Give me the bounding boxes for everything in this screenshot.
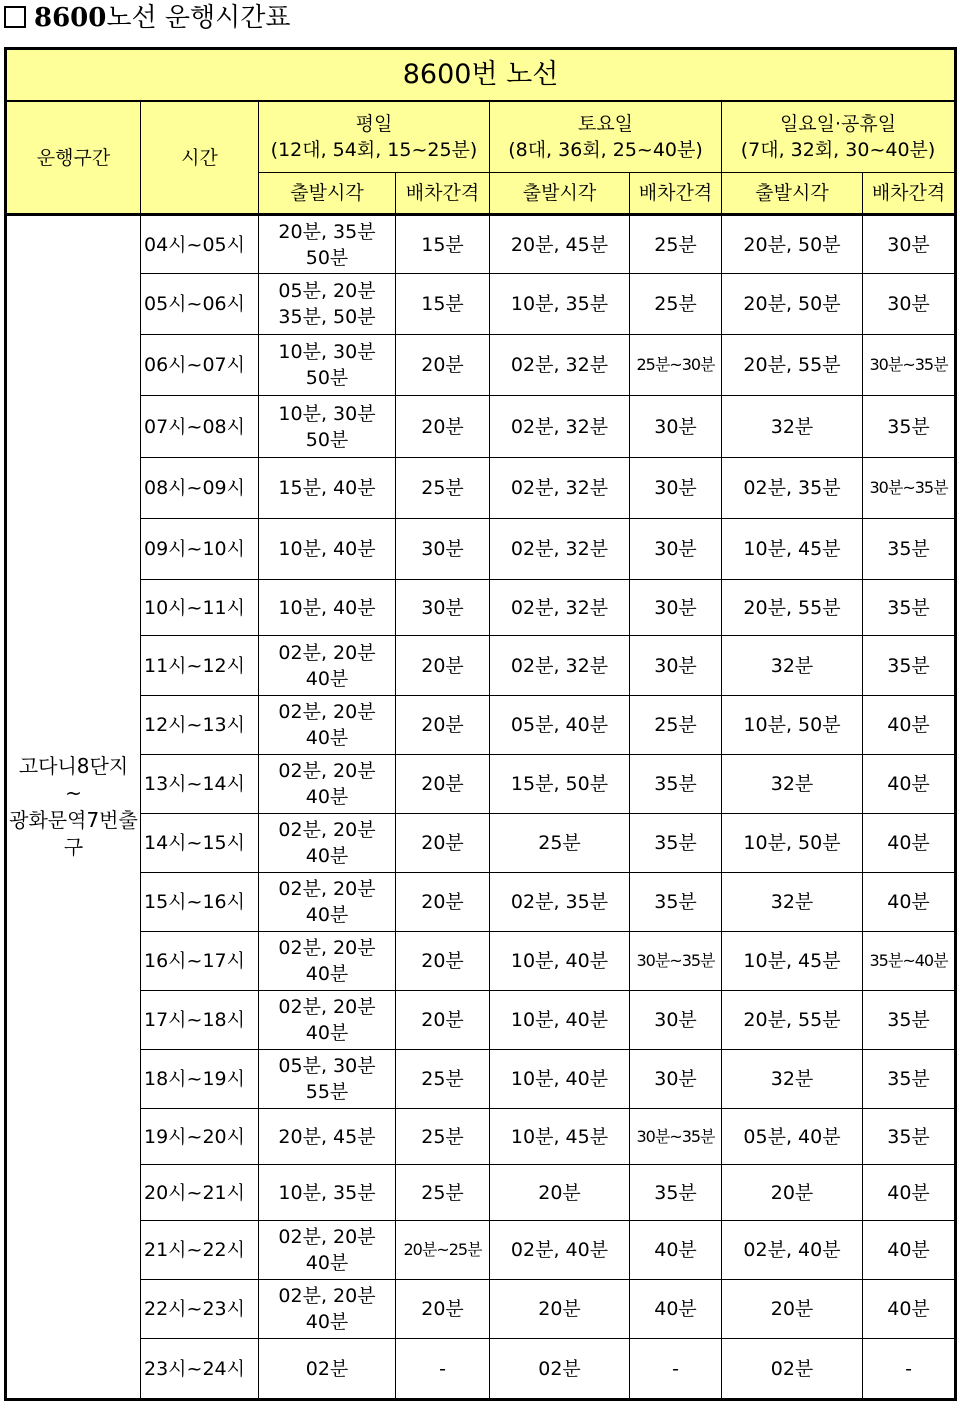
time-cell: 18시~19시: [141, 1050, 259, 1109]
saturday-interval-cell: 30분: [630, 1050, 722, 1109]
weekday-interval-cell: 20분: [396, 755, 490, 814]
weekday-interval-cell: 20분: [396, 396, 490, 458]
time-cell: 08시~09시: [141, 458, 259, 519]
weekday-depart-cell: 05분, 30분 55분: [259, 1050, 396, 1109]
saturday-interval-cell: 30분: [630, 519, 722, 580]
sunday-interval-cell: 40분: [863, 1280, 956, 1339]
weekday-interval-cell: 20분: [396, 814, 490, 873]
weekday-interval-cell: 25분: [396, 458, 490, 519]
weekday-interval-cell: 20분~25분: [396, 1221, 490, 1280]
time-cell: 10시~11시: [141, 580, 259, 636]
sunday-depart-cell: 10분, 45분: [722, 932, 863, 991]
sunday-interval-cell: 30분~35분: [863, 458, 956, 519]
table-row: [6, 636, 956, 696]
time-cell: 15시~16시: [141, 873, 259, 932]
saturday-depart-cell: 20분, 45분: [490, 215, 630, 274]
saturday-interval-cell: 30분: [630, 580, 722, 636]
weekday-depart-cell: 02분: [259, 1339, 396, 1400]
table-row: [6, 274, 956, 335]
header-time: 시간: [141, 101, 259, 215]
time-cell: 14시~15시: [141, 814, 259, 873]
saturday-interval-cell: -: [630, 1339, 722, 1400]
weekday-interval-cell: 20분: [396, 636, 490, 696]
weekday-depart-cell: 02분, 20분 40분: [259, 755, 396, 814]
timetable-body: [6, 215, 956, 1400]
saturday-depart-cell: 02분, 40분: [490, 1221, 630, 1280]
header-sunday-name: 일요일·공휴일: [779, 113, 897, 135]
sunday-interval-cell: 30분: [863, 274, 956, 335]
weekday-interval-cell: 20분: [396, 1280, 490, 1339]
table-row: [6, 215, 956, 274]
weekday-interval-cell: 30분: [396, 580, 490, 636]
sunday-depart-cell: 02분, 40분: [722, 1221, 863, 1280]
sunday-interval-cell: 40분: [863, 814, 956, 873]
saturday-depart-cell: 02분, 35분: [490, 873, 630, 932]
table-row: [6, 755, 956, 814]
table-row: [6, 1280, 956, 1339]
saturday-depart-cell: 05분, 40분: [490, 696, 630, 755]
sunday-depart-cell: 10분, 50분: [722, 814, 863, 873]
saturday-depart-cell: 15분, 50분: [490, 755, 630, 814]
weekday-depart-cell: 10분, 40분: [259, 519, 396, 580]
sunday-depart-cell: 20분, 55분: [722, 991, 863, 1050]
header-weekday-detail: (12대, 54회, 15~25분): [270, 139, 478, 161]
weekday-interval-cell: 20분: [396, 335, 490, 396]
saturday-depart-cell: 10분, 40분: [490, 1050, 630, 1109]
table-row: [6, 1050, 956, 1109]
saturday-depart-cell: 10분, 40분: [490, 932, 630, 991]
saturday-depart-cell: 02분, 32분: [490, 580, 630, 636]
sunday-depart-cell: 32분: [722, 1050, 863, 1109]
header-saturday-interval: 배차간격: [630, 173, 722, 215]
table-row: [6, 1221, 956, 1280]
saturday-interval-cell: 30분: [630, 636, 722, 696]
sunday-depart-cell: 10분, 45분: [722, 519, 863, 580]
sunday-interval-cell: 40분: [863, 755, 956, 814]
header-sunday-detail: (7대, 32회, 30~40분): [740, 139, 936, 161]
weekday-depart-cell: 20분, 45분: [259, 1109, 396, 1165]
sunday-depart-cell: 20분, 50분: [722, 215, 863, 274]
sunday-depart-cell: 10분, 50분: [722, 696, 863, 755]
saturday-interval-cell: 35분: [630, 873, 722, 932]
weekday-depart-cell: 02분, 20분 40분: [259, 1280, 396, 1339]
sunday-interval-cell: 35분: [863, 396, 956, 458]
time-cell: 22시~23시: [141, 1280, 259, 1339]
weekday-depart-cell: 05분, 20분 35분, 50분: [259, 274, 396, 335]
sunday-interval-cell: 40분: [863, 873, 956, 932]
weekday-depart-cell: 02분, 20분 40분: [259, 873, 396, 932]
weekday-depart-cell: 20분, 35분 50분: [259, 215, 396, 274]
sunday-depart-cell: 20분, 55분: [722, 335, 863, 396]
saturday-depart-cell: 20분: [490, 1165, 630, 1221]
sunday-depart-cell: 32분: [722, 636, 863, 696]
saturday-interval-cell: 30분: [630, 458, 722, 519]
saturday-interval-cell: 25분~30분: [630, 335, 722, 396]
table-row: [6, 396, 956, 458]
header-sunday-interval: 배차간격: [863, 173, 956, 215]
sunday-depart-cell: 32분: [722, 396, 863, 458]
weekday-depart-cell: 02분, 20분 40분: [259, 636, 396, 696]
header-saturday: [490, 101, 722, 173]
sunday-depart-cell: 20분: [722, 1165, 863, 1221]
header-sunday: [722, 101, 956, 173]
time-cell: 05시~06시: [141, 274, 259, 335]
saturday-depart-cell: 25분: [490, 814, 630, 873]
route-number: 8600: [34, 3, 107, 33]
saturday-interval-cell: 35분: [630, 755, 722, 814]
saturday-interval-cell: 35분: [630, 814, 722, 873]
sunday-interval-cell: 35분: [863, 519, 956, 580]
weekday-depart-cell: 10분, 35분: [259, 1165, 396, 1221]
saturday-interval-cell: 25분: [630, 215, 722, 274]
document-title: [4, 2, 290, 38]
sunday-interval-cell: -: [863, 1339, 956, 1400]
saturday-interval-cell: 30분: [630, 396, 722, 458]
sunday-interval-cell: 35분: [863, 580, 956, 636]
sunday-depart-cell: 32분: [722, 873, 863, 932]
time-cell: 20시~21시: [141, 1165, 259, 1221]
saturday-interval-cell: 35분: [630, 1165, 722, 1221]
weekday-interval-cell: 30분: [396, 519, 490, 580]
saturday-depart-cell: 02분: [490, 1339, 630, 1400]
table-row: [6, 1109, 956, 1165]
time-cell: 04시~05시: [141, 215, 259, 274]
sunday-depart-cell: 20분: [722, 1280, 863, 1339]
header-saturday-detail: (8대, 36회, 25~40분): [508, 139, 703, 161]
saturday-interval-cell: 30분~35분: [630, 1109, 722, 1165]
header-weekday-name: 평일: [355, 113, 393, 135]
weekday-interval-cell: 25분: [396, 1109, 490, 1165]
sunday-interval-cell: 30분~35분: [863, 335, 956, 396]
weekday-depart-cell: 10분, 30분 50분: [259, 396, 396, 458]
timetable: [4, 47, 957, 1401]
sunday-depart-cell: 02분: [722, 1339, 863, 1400]
saturday-interval-cell: 30분~35분: [630, 932, 722, 991]
route-title: 8600번 노선: [6, 49, 956, 102]
weekday-depart-cell: 02분, 20분 40분: [259, 814, 396, 873]
saturday-depart-cell: 02분, 32분: [490, 458, 630, 519]
sunday-interval-cell: 40분: [863, 1221, 956, 1280]
sunday-interval-cell: 35분~40분: [863, 932, 956, 991]
saturday-depart-cell: 20분: [490, 1280, 630, 1339]
time-cell: 06시~07시: [141, 335, 259, 396]
saturday-interval-cell: 30분: [630, 991, 722, 1050]
weekday-interval-cell: 20분: [396, 696, 490, 755]
weekday-interval-cell: 15분: [396, 274, 490, 335]
table-row: [6, 991, 956, 1050]
table-row: [6, 335, 956, 396]
saturday-interval-cell: 25분: [630, 274, 722, 335]
saturday-depart-cell: 02분, 32분: [490, 396, 630, 458]
weekday-depart-cell: 10분, 40분: [259, 580, 396, 636]
weekday-interval-cell: -: [396, 1339, 490, 1400]
sunday-interval-cell: 35분: [863, 1050, 956, 1109]
sunday-depart-cell: 20분, 55분: [722, 580, 863, 636]
weekday-depart-cell: 15분, 40분: [259, 458, 396, 519]
sunday-depart-cell: 05분, 40분: [722, 1109, 863, 1165]
time-cell: 17시~18시: [141, 991, 259, 1050]
sunday-interval-cell: 35분: [863, 1109, 956, 1165]
header-weekday: [259, 101, 490, 173]
table-row: [6, 873, 956, 932]
weekday-interval-cell: 25분: [396, 1050, 490, 1109]
weekday-depart-cell: 02분, 20분 40분: [259, 991, 396, 1050]
header-weekday-depart: 출발시각: [259, 173, 396, 215]
sunday-interval-cell: 30분: [863, 215, 956, 274]
table-row: [6, 1339, 956, 1400]
time-cell: 12시~13시: [141, 696, 259, 755]
time-cell: 13시~14시: [141, 755, 259, 814]
weekday-depart-cell: 02분, 20분 40분: [259, 696, 396, 755]
table-row: [6, 932, 956, 991]
saturday-depart-cell: 10분, 45분: [490, 1109, 630, 1165]
sunday-depart-cell: 20분, 50분: [722, 274, 863, 335]
time-cell: 23시~24시: [141, 1339, 259, 1400]
checkbox-square-icon: [4, 6, 26, 28]
weekday-interval-cell: 20분: [396, 932, 490, 991]
table-row: [6, 696, 956, 755]
header-weekday-interval: 배차간격: [396, 173, 490, 215]
weekday-interval-cell: 25분: [396, 1165, 490, 1221]
time-cell: 09시~10시: [141, 519, 259, 580]
header-sunday-depart: 출발시각: [722, 173, 863, 215]
weekday-depart-cell: 02분, 20분 40분: [259, 1221, 396, 1280]
time-cell: 19시~20시: [141, 1109, 259, 1165]
saturday-interval-cell: 25분: [630, 696, 722, 755]
saturday-depart-cell: 02분, 32분: [490, 636, 630, 696]
weekday-interval-cell: 20분: [396, 873, 490, 932]
header-section: 운행구간: [6, 101, 141, 215]
sunday-interval-cell: 40분: [863, 1165, 956, 1221]
sunday-interval-cell: 40분: [863, 696, 956, 755]
section-cell: 고다니8단지 ~ 광화문역7번출구: [6, 215, 141, 1400]
sunday-interval-cell: 35분: [863, 636, 956, 696]
table-row: [6, 1165, 956, 1221]
header-saturday-name: 토요일: [577, 113, 634, 135]
saturday-depart-cell: 10분, 40분: [490, 991, 630, 1050]
weekday-depart-cell: 02분, 20분 40분: [259, 932, 396, 991]
time-cell: 21시~22시: [141, 1221, 259, 1280]
table-row: [6, 580, 956, 636]
sunday-interval-cell: 35분: [863, 991, 956, 1050]
table-row: [6, 814, 956, 873]
saturday-depart-cell: 02분, 32분: [490, 519, 630, 580]
weekday-depart-cell: 10분, 30분 50분: [259, 335, 396, 396]
title-text: 노선 운행시간표: [106, 3, 291, 33]
time-cell: 07시~08시: [141, 396, 259, 458]
weekday-interval-cell: 15분: [396, 215, 490, 274]
saturday-depart-cell: 10분, 35분: [490, 274, 630, 335]
header-saturday-depart: 출발시각: [490, 173, 630, 215]
sunday-depart-cell: 32분: [722, 755, 863, 814]
saturday-interval-cell: 40분: [630, 1280, 722, 1339]
weekday-interval-cell: 20분: [396, 991, 490, 1050]
saturday-interval-cell: 40분: [630, 1221, 722, 1280]
time-cell: 16시~17시: [141, 932, 259, 991]
time-cell: 11시~12시: [141, 636, 259, 696]
table-row: [6, 458, 956, 519]
saturday-depart-cell: 02분, 32분: [490, 335, 630, 396]
table-row: [6, 519, 956, 580]
sunday-depart-cell: 02분, 35분: [722, 458, 863, 519]
